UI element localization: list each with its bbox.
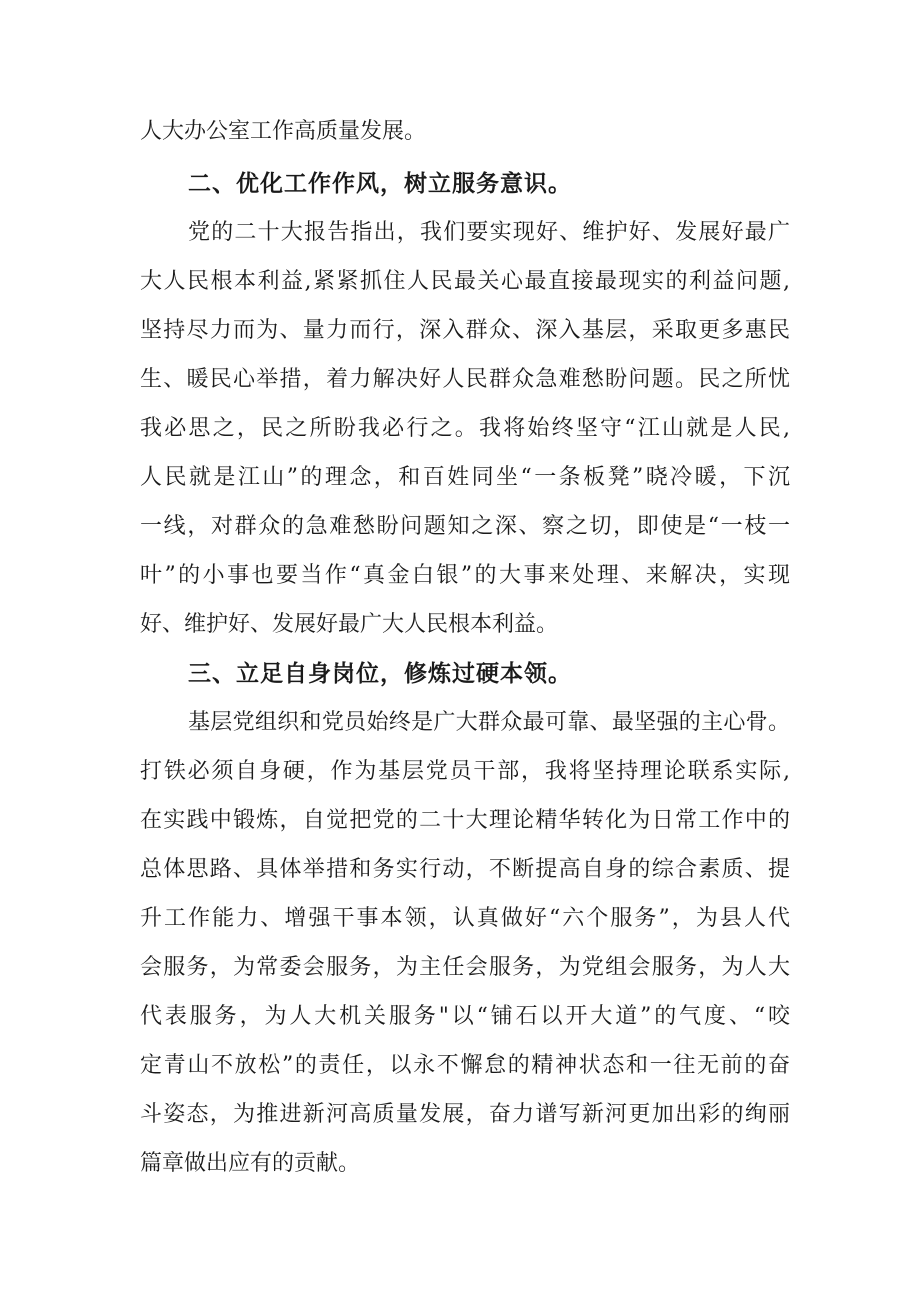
paragraph-line: 生、暖民心举措，着力解决好人民群众急难愁盼问题。民之所忧 xyxy=(140,367,790,392)
paragraph-line: 人民就是江山”的理念，和百姓同坐“一条板凳”晓冷暖，下沉 xyxy=(140,465,790,490)
paragraph-line: 我必思之，民之所盼我必行之。我将始终坚守“江山就是人民, xyxy=(140,416,790,441)
section-heading-3: 三、立足自身岗位，修炼过硬本领。 xyxy=(188,661,572,687)
paragraph-line: 打铁必须自身硬，作为基层党员干部，我将坚持理论联系实际, xyxy=(140,759,790,784)
paragraph-line: 叶”的小事也要当作“真金白银”的大事来处理、来解决，实现 xyxy=(140,563,790,588)
paragraph-line: 会服务，为常委会服务，为主任会服务，为党组会服务，为人大 xyxy=(140,955,790,980)
paragraph-line: 在实践中锻炼，自觉把党的二十大理论精华转化为日常工作中的 xyxy=(140,808,790,833)
paragraph-line: 升工作能力、增强干事本领，认真做好“六个服务”，为县人代 xyxy=(140,906,790,931)
paragraph-line: 定青山不放松”的责任，以永不懈怠的精神状态和一往无前的奋 xyxy=(140,1053,790,1078)
paragraph-line: 斗姿态，为推进新河高质量发展，奋力谱写新河更加出彩的绚丽 xyxy=(140,1102,790,1127)
paragraph-line: 篇章做出应有的贡献。 xyxy=(140,1151,361,1176)
paragraph-line: 大人民根本利益,紧紧抓住人民最关心最直接最现实的利益问题, xyxy=(140,269,790,294)
paragraph-line: 一线，对群众的急难愁盼问题知之深、察之切，即使是“一枝一 xyxy=(140,514,790,539)
section-heading-2: 二、优化工作作风，树立服务意识。 xyxy=(188,171,572,197)
paragraph-line: 好、维护好、发展好最广大人民根本利益。 xyxy=(140,612,559,637)
paragraph-line: 人大办公室工作高质量发展。 xyxy=(140,119,427,144)
paragraph-line: 总体思路、具体举措和务实行动，不断提高自身的综合素质、提 xyxy=(140,857,790,882)
paragraph-line: 坚持尽力而为、量力而行，深入群众、深入基层，采取更多惠民 xyxy=(140,318,790,343)
paragraph-line: 党的二十大报告指出，我们要实现好、维护好、发展好最广 xyxy=(188,220,790,245)
paragraph-line: 代表服务，为人大机关服务"以“铺石以开大道”的气度、“咬 xyxy=(140,1004,790,1029)
paragraph-line: 基层党组织和党员始终是广大群众最可靠、最坚强的主心骨。 xyxy=(188,710,790,735)
